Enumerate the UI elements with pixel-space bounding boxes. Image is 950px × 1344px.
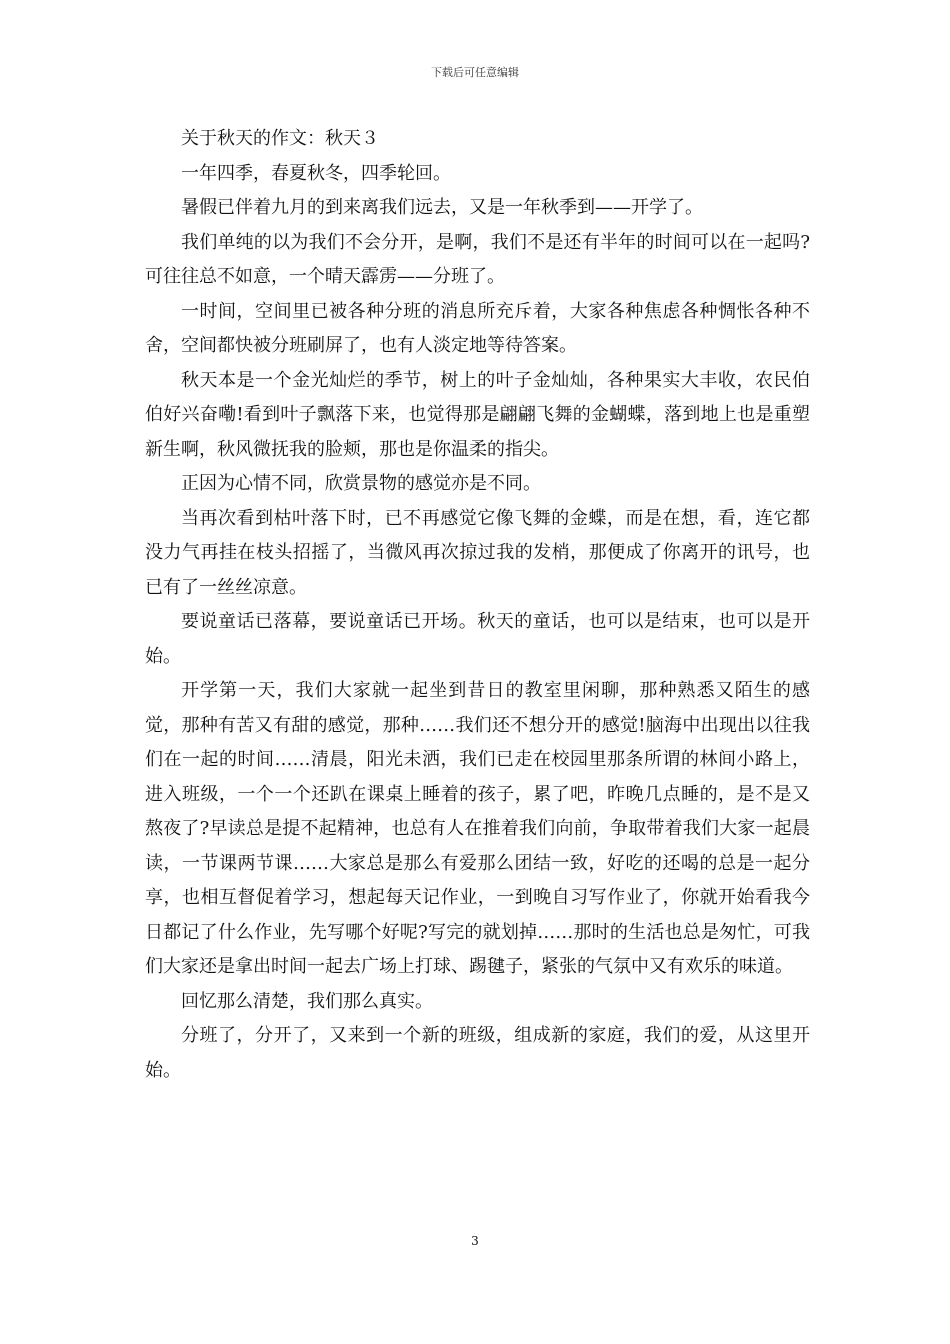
paragraph-10: 回忆那么清楚，我们那么真实。 (181, 990, 433, 1012)
paragraph-6: 正因为心情不同，欣赏景物的感觉亦是不同。 (181, 473, 541, 494)
paragraph-11: 分班了，分开了，又来到一个新的班级，组成新的家庭，我们的爱，从这里开始。 (145, 1025, 810, 1081)
paragraph-8: 要说童话已落幕，要说童话已开场。秋天的童话，也可以是结束，也可以是开始。 (145, 611, 810, 667)
paragraph-3: 我们单纯的以为我们不会分开，是啊，我们不是还有半年的时间可以在一起吗?可往往总不如意，一个晴天霹雳——分班了。 (145, 231, 810, 287)
paragraph-4: 一时间，空间里已被各种分班的消息所充斥着，大家各种焦虑各种惆怅各种不舍，空间都快被分班刷屏了，也有人淡定地等待答案。 (145, 300, 810, 356)
page-header: 下载后可任意编辑 (431, 66, 519, 79)
article-title: 关于秋天的作文：秋天３ (181, 128, 379, 149)
paragraph-7: 当再次看到枯叶落下时，已不再感觉它像飞舞的金蝶，而是在想，看，连它都没力气再挂在枝头招摇了，当微风再次掠过我的发梢，那便成了你离开的讯号，也已有了一丝丝凉意。 (145, 507, 810, 598)
article-body (145, 122, 810, 1088)
paragraph-2: 暑假已伴着九月的到来离我们远去，又是一年秋季到——开学了。 (181, 197, 703, 218)
paragraph-1: 一年四季，春夏秋冬，四季轮回。 (181, 162, 451, 184)
paragraph-9: 开学第一天，我们大家就一起坐到昔日的教室里闲聊，那种熟悉又陌生的感觉，那种有苦又有甜的感觉，那种……我们还不想分开的感觉!脑海中出现出以往我们在一起的时间……清晨，阳光未洒，我们已走在校园里那条所谓的林间小路上，进入班级，一个一个还趴在课桌上睡着的孩子，累了吧，昨晚几点睡的，是不是又熬夜了?早读总是提不起精神，也总有人在推着我们向前，争取带着我们大家一起晨读，一节课两节课……大家总是那么有爱那么团结一致，好吃的还喝的总是一起分享，也相互督促着学习，想起每天记作业，一到晚自习写作业了，你就开始看我今日都记了什么作业，先写哪个好呢?写完的就划掉……那时的生活也总是匆忙，可我们大家还是拿出时间一起去广场上打球、踢毽子，紧张的气氛中又有欢乐的味道。 (145, 680, 810, 977)
paragraph-5: 秋天本是一个金光灿烂的季节，树上的叶子金灿灿，各种果实大丰收，农民伯伯好兴奋嘞!看到叶子飘落下来，也觉得那是翩翩飞舞的金蝴蝶，落到地上也是重塑新生啊，秋风微抚我的脸颊，那也是你温柔的指尖。 (145, 369, 810, 460)
page-number: 3 (471, 1234, 479, 1248)
